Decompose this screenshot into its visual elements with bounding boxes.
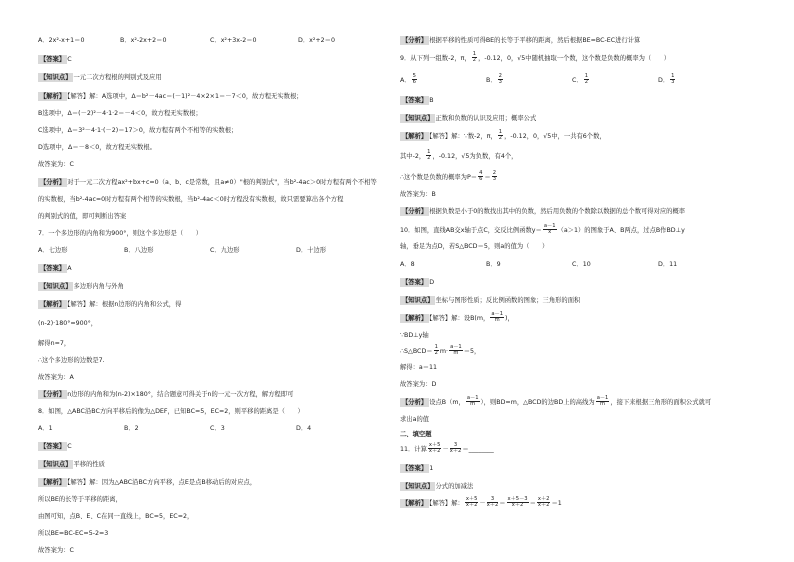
solution-text: 【解答】解：根据n边形的内角和公式，得 [67,301,182,308]
answer-value: D [429,279,435,286]
option-label: B． [486,76,497,84]
fraction-numerator: 2 [492,170,496,176]
fraction [466,396,480,408]
knowledge-tag: 【知识点】 [402,483,434,490]
fraction [584,74,589,86]
solution-tag: 【解析】 [402,132,428,140]
option-label: A． [400,76,411,84]
q10-solution-line: 解得：a＝11 [400,364,438,371]
fraction-denominator: m [599,401,606,408]
fraction-denominator: x＋2 [537,502,550,509]
q7-option-b: B．八边形 [124,247,154,254]
q8-option-b: B．2 [124,425,139,432]
knowledge-value: 平移的性质 [73,461,105,468]
solution-text: 其中-2， [400,152,426,160]
fraction-denominator: x＋2 [511,502,524,509]
fraction-denominator: 2 [472,57,477,64]
analysis-text: 根据平移的性质可得BE的长等于平移的距离，然后根据BE=BC-EC进行计算 [429,37,641,44]
solution-tag: 【解析】 [402,499,428,507]
analysis-text: n边形的内角和为(n-2)×180°，结合题意可得关于n的一元一次方程，解方程即可 [67,391,294,398]
q10-solution-line: ∵BD⊥y轴 [400,332,429,339]
q11-stem [400,443,494,455]
fraction [449,345,463,357]
q6-option-c: C．x²+3x-2＝0 [210,37,257,44]
analysis-text: 设点B（m， [429,398,465,406]
q7-analysis [38,392,293,398]
fraction-denominator: 6 [479,176,483,183]
q10-option-a: A．8 [400,261,415,268]
q8-option-c: C．3 [210,425,225,432]
stem-text: 10．如图，直线AB交x轴于点C，交反比例函数y＝ [400,226,542,234]
q8-options [38,426,311,432]
knowledge-tag: 【知识点】 [40,461,72,468]
analysis-tag: 【分析】 [402,398,428,406]
fraction-numerator: a－1 [450,344,462,350]
q10-option-b: B．9 [486,261,501,268]
knowledge-tag: 【知识点】 [40,74,72,81]
answer-value: B [429,97,434,104]
fraction-denominator: x＋2 [449,448,462,455]
q8-solution-line: 由图可知，点B、E、C在同一直线上，BC=5，EC=2， [38,513,194,520]
q9-option-d [658,74,676,86]
answer-tag: 【答案】 [402,97,428,104]
answer-tag: 【答案】 [402,465,428,472]
fraction [492,171,497,183]
fraction-numerator: 1 [427,149,431,155]
q10-option-d: D．11 [658,261,678,268]
fraction-denominator: 3 [671,79,675,86]
q8-knowledge-point [38,462,105,468]
answer-tag: 【答案】 [402,279,428,286]
fraction-denominator: 2 [584,79,589,86]
q7-solution-line: ∴这个多边形的边数是7. [38,357,105,364]
equals-sign: ＝ [529,499,536,507]
fraction-denominator: 2 [427,155,431,162]
answer-tag: 【答案】 [40,265,66,272]
q6-solution-line [38,94,303,100]
q10-analysis [400,396,711,408]
fraction-denominator: x＋2 [486,502,499,509]
q6-option-a: A．2x²-x+1＝0 [38,37,85,44]
fraction [450,443,462,455]
fraction-denominator: 2 [498,135,503,142]
q8-answer [38,444,72,450]
fraction-denominator: 3 [492,176,496,183]
q7-option-d: D．十边形 [296,247,327,254]
q6-conclusion: 故答案为：C [38,161,74,168]
knowledge-value: 一元二次方程根的判别式及应用 [73,74,162,81]
q8-solution-line [38,480,256,486]
fraction-numerator: x＋5 [428,442,441,448]
fraction-denominator: m [470,401,476,408]
fraction [465,497,479,509]
q6-solution-line: B选项中，Δ＝(－2)²－4·1·2＝－4＜0，故方程无实数根； [38,110,202,117]
q8-analysis [400,38,640,44]
fraction [434,345,439,357]
fraction [537,497,551,509]
analysis-text: 对于一元二次方程ax²+bx+c=0（a、b、c是常数，且a≠0）"根的判别式"，当b²-4ac＞0时方程有两个不相等 [67,179,377,186]
fraction-denominator: x＋2 [428,448,441,455]
q8-conclusion: 故答案为：C [38,547,74,554]
answer-value: A [67,265,72,272]
solution-text: 【解答】解：因为△ABC沿BC方向平移，点E是点B移动后的对应点， [67,479,257,486]
q9-conclusion: 故答案为：B [400,191,436,198]
q9-stem [400,52,670,64]
q7-solution-line: (n-2)·180°=900°， [38,320,98,327]
answer-tag: 【答案】 [40,443,66,450]
fraction-numerator: 4 [479,170,483,176]
q7-answer [38,266,72,272]
q9-answer [400,98,434,104]
section-title: 二、填空题 [400,431,432,438]
solution-text: ＝5， [463,347,481,355]
equals-sign: ＝1 [551,499,562,507]
q11-answer [400,466,433,472]
fraction-numerator: a－1 [543,223,556,229]
q6-analysis-line: 的实数根，当b²-4ac=0时方程有两个相等的实数根，当b²-4ac＜0时方程没有实数根，故只需要算出各个方程 [38,196,344,203]
answer-value: C [67,56,72,63]
q6-answer [38,57,72,63]
analysis-tag: 【分析】 [40,391,66,398]
fraction-denominator: m [453,350,459,357]
right-column [400,0,760,562]
q6-option-b: B．x²-2x+2＝0 [120,37,167,44]
q6-solution-line: C选项中，Δ＝3²－4·1·(－2)＝17＞0，故方程有两个不相等的实数根； [38,127,238,134]
q11-knowledge-point [400,484,473,490]
knowledge-tag: 【知识点】 [402,115,434,122]
q7-solution-line [38,302,181,308]
solution-text: m· [439,347,449,355]
solution-tag: 【解析】 [40,301,66,308]
fraction-numerator: a－1 [596,395,609,401]
q6-knowledge-point [38,75,162,81]
stem-text: 11．计算 [400,445,427,453]
option-label: C． [572,76,583,84]
stem-text: 9．从下列一组数-2，π， [400,54,471,62]
q9-analysis [400,209,685,215]
fraction-denominator: x＋2 [465,502,478,509]
equals-sign: ＝ [499,499,506,507]
solution-text: ∴S△BCD＝ [400,347,433,355]
fraction [507,497,529,509]
knowledge-value: 正数和负数的认识及应用；概率公式 [435,115,537,122]
fraction-denominator: 6 [412,79,416,86]
q6-options [38,38,335,44]
q10-solution-line [400,345,480,357]
q10-option-c: C．10 [572,261,591,268]
fraction-numerator: 5 [412,73,416,79]
q10-solution-line [400,312,514,324]
fraction-numerator: 3 [450,443,462,449]
q9-solution-line [400,150,517,162]
fraction-numerator: 1 [498,129,503,135]
solution-text: ∴这个数是负数的概率为P＝ [400,173,478,181]
fraction [412,74,417,86]
q10-conclusion: 故答案为：D [400,381,437,388]
q9-options [400,74,676,86]
analysis-text: ，接下来根据三角形的面积公式就可 [610,398,712,406]
stem-text: ，-0.12，0，√5中随机抽取一个数，这个数是负数的概率为（ ） [478,54,671,62]
q9-option-b [486,74,572,86]
fraction [670,74,675,86]
analysis-tag: 【分析】 [402,37,428,44]
fraction-numerator: 1 [434,344,438,350]
fraction [490,312,504,324]
q6-solution-line: D选项中，Δ＝－8＜0，故方程无实数根。 [38,144,156,151]
q9-option-c [572,74,658,86]
q10-knowledge-point [400,298,580,304]
analysis-text: 根据负数是小于0的数找出其中的负数，然后用负数的个数除以数据的总个数可得对应的概率 [429,208,686,215]
fraction-denominator: m [494,317,500,324]
fraction [487,497,499,509]
fraction [472,52,477,64]
knowledge-tag: 【知识点】 [40,283,72,290]
solution-text: 【解答】解：∵数-2，π， [429,132,497,140]
fraction-numerator: a－1 [466,395,479,401]
fraction [478,171,483,183]
knowledge-value: 分式的加减法 [435,483,474,490]
fraction-numerator: a－1 [491,311,503,317]
q10-analysis-line: 求出a的值 [400,416,430,423]
q8-solution-line: 所以BE的长等于平移的距离， [38,496,122,503]
q9-option-a [400,74,486,86]
fraction-numerator: x＋2 [537,496,550,502]
q7-conclusion: 故答案为：A [38,374,74,381]
q7-solution-line: 解得n=7， [38,340,71,347]
solution-tag: 【解析】 [40,93,66,100]
q7-knowledge-point [38,284,124,290]
solution-text: 【解答】解：A选项中，Δ＝b²－4ac＝(－1)²－4×2×1＝－7＜0，故方程无实数根； [67,93,303,100]
q7-stem: 7．一个多边形的内角和为900°，则这个多边形是（ ） [38,230,203,237]
q10-stem-line: 轴，垂足为点D，若S△BCD＝5，则a的值为（ ） [400,243,549,250]
knowledge-tag: 【知识点】 [402,297,434,304]
fraction-numerator: 2 [498,73,502,79]
solution-text: ，-0.12，√5为负数，有4个， [432,152,518,160]
fraction-numerator: 1 [472,51,477,57]
minus-sign: － [479,499,486,507]
fraction [426,150,431,162]
solution-tag: 【解析】 [402,314,428,322]
knowledge-value: 多边形内角与外角 [73,283,124,290]
q9-solution-line [400,171,498,183]
answer-tag: 【答案】 [40,56,66,63]
q8-solution-line: 所以BE=BC-EC=5-2=3 [38,530,109,537]
analysis-tag: 【分析】 [402,208,428,215]
fraction-denominator: 3 [498,79,502,86]
analysis-text: ），则BD=m，△BCD的边BD上的高线为 [480,398,595,406]
q8-stem: 8．如图，△ABC沿BC方向平移后的像为△DEF，已知BC=5，EC=2，则平移的距离是（ ） [38,408,304,415]
q7-options [38,248,326,254]
q10-options [400,262,677,268]
fraction-numerator: 1 [671,73,675,79]
knowledge-value: 坐标与图形性质；反比例函数的图象；三角形的面积 [435,297,581,304]
q9-solution-line [400,130,606,142]
fraction [498,74,503,86]
q8-option-a: A．1 [38,425,53,432]
fraction [428,443,442,455]
q7-option-c: C．九边形 [210,247,240,254]
answer-value: 1 [429,465,434,472]
q6-analysis [38,180,377,186]
stem-text: ＝________ [462,445,494,453]
fraction-numerator: 3 [487,497,499,503]
q6-option-d: D．x²+2＝0 [298,37,335,44]
solution-tag: 【解析】 [40,479,66,486]
solution-text: ，-0.12，0，√5中，一共有6个数， [504,132,606,140]
fraction [543,224,557,236]
solution-text: 【解答】解： [429,499,464,507]
fraction-denominator: x [548,229,552,236]
option-label: D． [658,76,670,84]
q8-option-d: D．4 [296,425,312,432]
fraction-numerator: x＋5－3 [507,496,528,502]
fraction-numerator: 1 [584,73,589,79]
q7-option-a: A．七边形 [38,247,68,254]
minus-sign: － [442,445,449,453]
fraction-numerator: x＋5 [465,496,478,502]
solution-text: )， [505,314,514,322]
left-column [38,0,398,562]
answer-value: C [67,443,72,450]
q10-stem [400,224,685,236]
q6-analysis-line: 的判别式的值，即可判断出答案 [38,213,127,220]
fraction [596,396,610,408]
q9-knowledge-point [400,116,536,122]
q11-solution-line [400,497,562,509]
fraction [498,130,503,142]
stem-text: （a＞1）的图象于A、B两点，过点B作BD⊥y [557,226,685,234]
solution-text: 【解答】解：设B(m， [429,314,490,322]
analysis-tag: 【分析】 [40,179,66,186]
fraction-denominator: 2 [434,350,438,357]
q10-answer [400,280,434,286]
equals-sign: ＝ [484,173,491,181]
